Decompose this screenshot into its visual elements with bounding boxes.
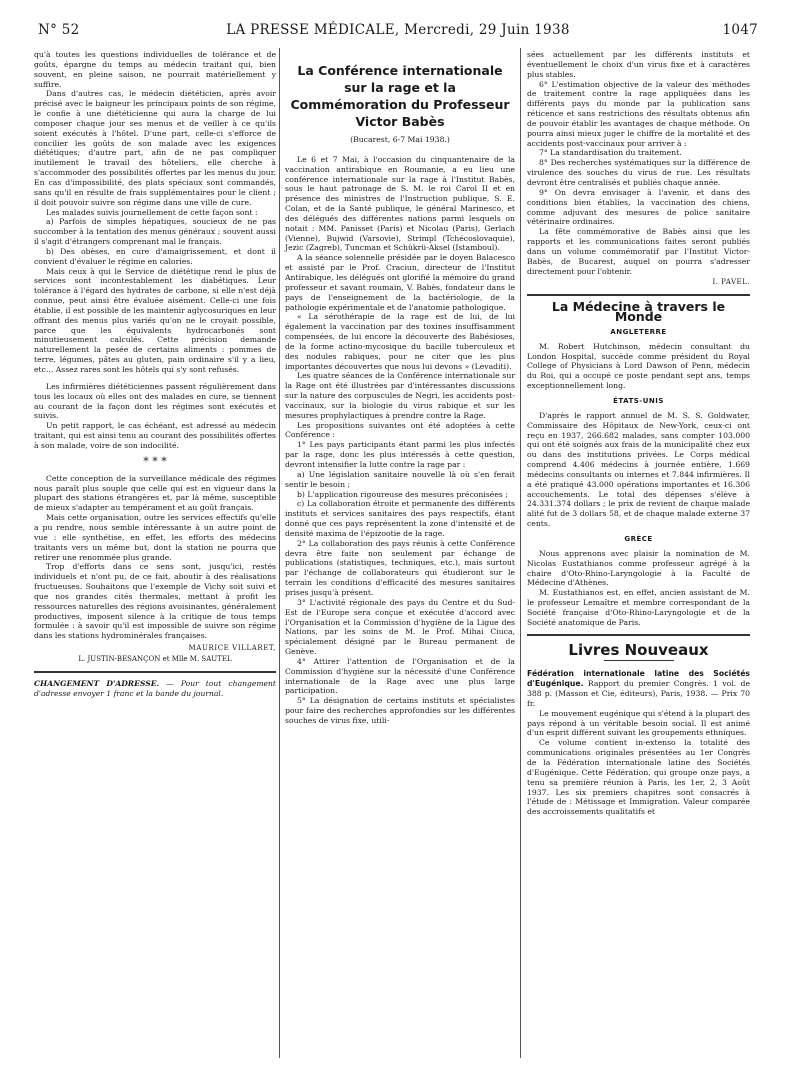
book-title: Fédération internationale latine des Sociétés d'Eugénique. [527,669,750,689]
paragraph: M. Eustathianos est, en effet, ancien assistant de M. le professeur Lemaître et membre correspondant de la Société française d'Oto-Rhino-Laryngologie et de la Société anatomique de Paris. [527,588,750,627]
paragraph: Dans d'autres cas, le médecin diététicien, après avoir précisé avec le baigneur les principaux points de son régime, le confie à une diététicienne qui aura la charge de lui composer chaque jour ses menus et de veiller à ce qu'ils soient exécutés à l'hôtel. D'une part, celle-ci s'efforce de concilier les goûts de son malade avec les exigences diététiques; d'autre part, afin de ne pas compliquer inutilement le travail des hôteliers, elle cherche à s'accommoder des possibilités offertes par les menus du jour. En cas d'impossibilité, des plats spéciaux sont commandés, sans qu'il en résulte de frais supplémentaires pour le client ; il doit pouvoir suivre son régime dans une ville de cure. [34,89,276,207]
paragraph: M. Robert Hutchinson, médecin consultant du London Hospital, succède comme président du Royal College of Physicians à Lord Dawson of Penn, médecin du Roi, qui a occupé ce poste pendant sept ans, temps exceptionnellement long. [527,341,750,391]
paragraph: Le 6 et 7 Mai, à l'occasion du cinquantenaire de la vaccination antirabique en Roumanie, a eu lieu une conférence internationale sur la rage à l'Institut Babès, sous le haut patronage de S. M. le roi Carol II et en présence des ministres de l'Instruction publique, S. E. Colan, et de la Santé publique, le général Marinesco, et des délégués des différentes nations parmi lesquels on notait : MM. Panisset (Paris) et Nicolau (Paris), Gerlach (Vienne), Bujwid (Varsovie), Strimpl (Tchécoslovaquie), Jezic (Zagreb), Tuncman et Schükrü-Aksel (Istamboul). [285,154,515,253]
paragraph: b) Des obèses, en cure d'amaigrissement, et dont il convient d'évaluer le régime en calories. [34,246,276,266]
page-number: 1047 [722,22,758,38]
column-rule [279,48,280,1058]
paragraph: Mais cette organisation, outre les services effectifs qu'elle a pu rendre, nous semble intéressante à un autre point de vue : elle synthétise, en effet, les efforts des médecins traitants vers un même but, dont la station ne pourra que retirer une renommée plus grande. [34,513,276,562]
paragraph: a) Parfois de simples hépatiques, soucieux de ne pas succomber à la tentation des menus généraux ; souvent aussi il s'agit d'étrangers comprenant mal le français. [34,217,276,247]
paragraph: 1° Les pays participants étant parmi les plus infectés par la rage, donc les plus intéressés à cette question, devront intensifier la lutte contre la rage par : [285,440,515,469]
paragraph: 3° L'activité régionale des pays du Centre et du Sud-Est de l'Europe sera conçue et exécutée d'accord avec l'Organisation et la Commission d'hygiène de la Ligue des Nations, par les soins de M. le Prof. Mihai Ciuca, spécialement désigné par le Bureau permanent de Genève. [285,597,515,657]
column-left [34,50,276,699]
country-heading: ANGLETERRE [610,327,667,336]
running-header [38,22,758,40]
paragraph: D'après le rapport annuel de M. S. S. Goldwater, Commissaire des Hôpitaux de New-York, ceux-ci ont reçu en 1937, 266.682 malades, sans compter 103.000 qui ont été soignés aux frais de la municipalité chez eux ou dans des institutions privées. Le Corps médical comprend 4.406 médecins à journée entière, 1.669 médecins consultants ou internes et 7.844 infirmières. Il a été pratiqué 43.000 opérations importantes et 16.306 accouchements. Le total des dépenses s'élève à 24.331.374 dollars ; le prix de revient de chaque malade alité fut de 3 dollars 58, et de chaque malade externe 37 cents. [527,410,750,529]
paragraph: 4° Attirer l'attention de l'Organisation et de la Commission d'hygiène sur la nécessité d'une Conférence internationale de la Rage avec une plus large participation. [285,656,515,696]
title-underline [604,660,674,661]
paragraph: La fête commémorative de Babès ainsi que les rapports et les communications faites seront publiés dans un volume commémoratif par l'Institut Victor-Babès, de Bucarest, auquel on pourra s'adresser directement pour l'obtenir. [527,227,750,276]
paragraph: 5° La désignation de certains instituts et spécialistes pour faire des recherches approfondies sur les différentes souches de virus fixe, utili- [285,696,515,725]
paragraph: qu'à toutes les questions individuelles de tolérance et de goûts, épargne du temps au médecin traitant qui, bien souvent, en pleine saison, ne pourrait matériellement y suffire. [34,50,276,89]
paragraph: Ce volume contient in-extenso la totalité des communications originales présentées au 1er Congrès de la Fédération internationale latine des Sociétés d'Eugénique. Cette Fédération, qui groupe onze pays, a tenu sa première réunion à Paris, les 1er, 2, 3 Août 1937. Les six premiers chapitres sont consacrés à l'étude de : Métissage et Immigration. Valeur comparée des accroissements qualitatifs et [527,738,750,817]
paragraph: Nous apprenons avec plaisir la nomination de M. Nicolas Eustathianos comme professeur agrégé à la chaire d'Oto-Rhino-Laryngologie à la Faculté de Médecine d'Athènes. [527,548,750,588]
paragraph: Les propositions suivantes ont été adoptées à cette Conférence : [285,420,515,440]
paragraph: A la séance solennelle présidée par le doyen Balacesco et assisté par le Prof. Craciun, directeur de l'Institut Antirabique, les délégués ont glorifié la mémoire du grand professeur et savant roumain, V. Babès, fondateur dans le pays de l'enseignement de la bactériologie, de la pathologie expérimentale et de l'anatomie pathologique. [285,253,515,312]
paragraph: a) Une législation sanitaire nouvelle là où s'en ferait sentir le besoin ; [285,469,515,489]
journal-title: LA PRESSE MÉDICALE, Mercredi, 29 Juin 1938 [226,22,570,38]
paragraph: 7° La standardisation du traitement. [539,148,682,158]
paragraph: Le mouvement eugénique qui s'étend à la plupart des pays répond à un véritable besoin social. Il est animé d'un esprit différent suivant les groupements ethniques. [527,708,750,738]
coauthor-signature: L. JUSTIN-BESANÇON et Mlle M. SAUTEL [78,654,232,663]
section-separator: * * * [143,454,167,468]
divider [34,671,276,673]
paragraph: 6° L'estimation objective de la valeur des méthodes de traitement contre la rage appliquées dans les différents pays du monde par la publication sans réticence et sans restrictions des résultats obtenus afin de pouvoir établir les avantages de chaque méthode. On pourra ainsi mieux juger le chiffre de la mortalité et des accidents post-vaccinaux pour arriver à : [527,79,750,148]
column-rule [520,48,521,1058]
paragraph: Trop d'efforts dans ce sens sont, jusqu'ici, restés individuels et n'ont pu, de ce fait, aboutir à des réalisations fructueuses. Souhaitons que l'exemple de Vichy soit suivi et que nos grandes cités thermales, mettant à profit les ressources naturelles des régions avoisinantes, généralement productives, imposent silence à la critique de tous temps formulée : à savoir qu'il est impossible de suivre son régime dans les stations hydrominérales françaises. [34,562,276,641]
address-change-notice [34,679,276,699]
divider [527,634,750,636]
book-reference: Rapport du premier Congrès. 1 vol. de 388 p. (Masson et Cie, éditeurs), Paris, 1938. — Prix 70 fr. [527,679,750,708]
divider [527,294,750,296]
author-signature: MAURICE VILLARET, [188,644,276,653]
paragraph: « La sérothérapie de la rage est de lui, de lui également la vaccination par des toxines insuffisamment compensées, de lui encore la découverte des Babésioses, de la forme actino-mycosique du bacille tuberculeux et des nodules rabiques, pour ne citer que les plus importantes découvertes que nous lui devons » (Levaditi). [285,312,515,371]
country-heading: ÉTATS-UNIS [613,397,664,405]
country-heading: GRÈCE [624,534,653,543]
column-right [527,50,750,817]
paragraph: sées actuellement par les différents instituts et éventuellement le choix d'un virus fixe et à caractères plus stables. [527,50,750,79]
paragraph: c) La collaboration étroite et permanente des différents instituts et services sanitaires des pays respectifs, étant donné que ces pays représentent la zone d'intensité et de densité maxima de l'épizootie de la rage. [285,499,515,538]
article-title: La Conférence internationale sur la rage et la Commémoration du Professeur Victor Babès [290,63,510,129]
paragraph: Mais ceux à qui le Service de diététique rend le plus de services sont incontestablement les diabétiques. Leur tolérance à l'égard des hydrates de carbone, si elle n'est déjà connue, peut ainsi être évaluée aisément. Celle-ci une fois établie, il est possible de les maintenir aglycosuriques en leur offrant des menus plus variés qu'on ne le croyait possible, parce que les équivalents hydrocarbonés sont minutieusement calculés. Cette précision demande naturellement la pesée de certains aliments : pommes de terre, légumes, pâtes au gluten, pain ordinaire s'il y a lieu, etc... Assez rares sont les hôtels qui s'y sont refusés. [34,266,276,374]
paragraph: Un petit rapport, le cas échéant, est adressé au médecin traitant, qui est ainsi tenu au courant des possibilités offertes à son malade, voire de son indocilité. [34,421,276,450]
paragraph: Les infirmières diététiciennes passent régulièrement dans tous les locaux où elles ont des malades en cure, se tiennent au courant de la façon dont les régimes sont exécutés et suivis. [34,381,276,421]
paragraph: Cette conception de la surveillance médicale des régimes nous paraît plus souple que celle qui est en vigueur dans la plupart des stations étrangères et, par là même, susceptible de mieux s'adapter au tempérament et au goût français. [34,473,276,513]
book-entry [527,669,750,708]
paragraph: b) L'application rigoureuse des mesures préconisées ; [297,489,508,499]
article-subtitle: (Bucarest, 6-7 Mai 1938.) [350,135,450,144]
paragraph: 2° La collaboration des pays réunis à cette Conférence devra être faite non seulement par échange de publications (statistiques, techniques, etc.), mais surtout par l'échange de collaborateurs qui étudieront sur le terrain les conditions d'efficacité des mesures sanitaires prises jusqu'à présent. [285,538,515,597]
author-signature: I. PAVEL. [712,278,750,287]
paragraph: 8° Des recherches systématiques sur la différence de virulence des souches du virus de rue. Les résultats devront être centralisés et publiés chaque année. [527,158,750,187]
notice-title: CHANGEMENT D'ADRESSE. [34,678,160,688]
paragraph: Les quatre séances de la Conférence internationale sur la Rage ont été illustrées par d'intéressantes discussions sur la nature des corpuscules de Negri, les accidents post-vaccinaux, sur la biologie du virus rabique et sur les mesures prophylactiques à prendre contre la Rage. [285,371,515,420]
paragraph: Les malades suivis journellement de cette façon sont : [46,207,258,217]
issue-number: N° 52 [38,22,80,38]
paragraph: 9° On devra envisager à l'avenir, et dans des conditions bien établies, la vaccination des chiens, comme adjuvant des mesures de police sanitaire vétérinaire ordinaires. [527,187,750,227]
notice-text: — Pour tout changement d'adresse envoyer 1 franc et la bande du journal. [34,678,276,698]
column-middle [285,50,515,726]
section-title: La Médecine à travers le Monde [551,299,726,325]
section-title: Livres Nouveaux [568,640,709,659]
